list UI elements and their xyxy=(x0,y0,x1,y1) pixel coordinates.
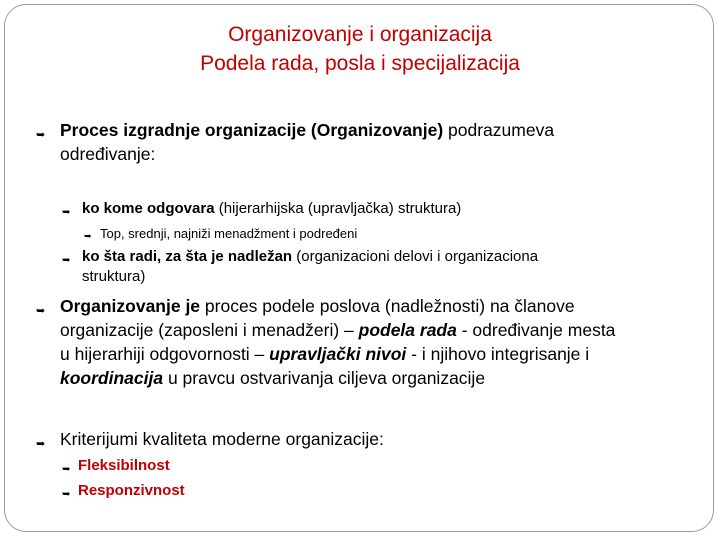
organizing-text-1: proces podele poslova (nadležnosti) na članove xyxy=(200,296,575,316)
bullet-organizing-definition xyxy=(36,294,704,390)
coordination-term: koordinacija xyxy=(60,368,164,388)
bullet-management-levels xyxy=(84,226,684,245)
bullet-process xyxy=(36,118,696,166)
flexibility-text: Fleksibilnost xyxy=(78,457,170,474)
bullet-responsiveness xyxy=(62,481,362,505)
bullet-who-does-what-bold: ko šta radi, za šta je nadležan xyxy=(82,248,293,265)
organizing-text-3: - određivanje mesta xyxy=(456,320,616,340)
leaf-arrow-icon: ➥ xyxy=(36,304,46,317)
organizing-text-5: - i njihovo integrisanje i xyxy=(406,344,590,364)
slide-subtitle: Podela rada, posla i specijalizacija xyxy=(200,52,520,75)
bullet-who-reports xyxy=(62,199,692,223)
responsiveness-text: Responzivnost xyxy=(78,482,185,499)
quality-criteria-text: Kriterijumi kvaliteta moderne organizacije: xyxy=(60,429,384,449)
leaf-arrow-icon: ➥ xyxy=(62,255,71,266)
organizing-text-6: u pravcu ostvarivanja ciljeva organizacije xyxy=(163,368,486,388)
organizing-text-2: organizacije (zaposleni i menadžeri) – xyxy=(60,320,359,340)
bullet-who-does-what xyxy=(62,247,692,287)
bullet-who-reports-bold: ko kome odgovara xyxy=(82,200,215,217)
division-of-labor-term: podela rada xyxy=(358,320,457,340)
bullet-process-bold: Proces izgradnje organizacije (Organizovanje) xyxy=(60,120,444,140)
leaf-arrow-icon: ➥ xyxy=(36,437,46,450)
leaf-arrow-icon: ➥ xyxy=(62,464,71,475)
bullet-who-does-what-text: (organizacioni delovi i organizaciona xyxy=(292,248,539,265)
slide-title: Organizovanje i organizacija xyxy=(228,23,492,46)
leaf-arrow-icon: ➥ xyxy=(62,207,71,218)
bullet-flexibility xyxy=(62,456,362,480)
bullet-who-reports-text: (hijerarhijska (upravljačka) struktura) xyxy=(214,200,462,217)
bullet-management-levels-text: Top, srednji, najniži menadžment i podređeni xyxy=(100,226,358,241)
management-levels-term: upravljački nivoi xyxy=(269,344,407,364)
organizing-text-4: u hijerarhiji odgovornosti – xyxy=(60,344,270,364)
bullet-process-text: podrazumeva xyxy=(443,120,555,140)
leaf-arrow-icon: ➥ xyxy=(36,128,46,141)
bullet-who-does-what-text-2: struktura) xyxy=(82,268,146,285)
bullet-process-text-2: određivanje: xyxy=(60,144,156,164)
organizing-bold: Organizovanje je xyxy=(60,296,201,316)
leaf-arrow-icon: ➥ xyxy=(62,489,71,500)
bullet-quality-criteria xyxy=(36,427,696,456)
leaf-arrow-icon: ➥ xyxy=(84,232,92,242)
